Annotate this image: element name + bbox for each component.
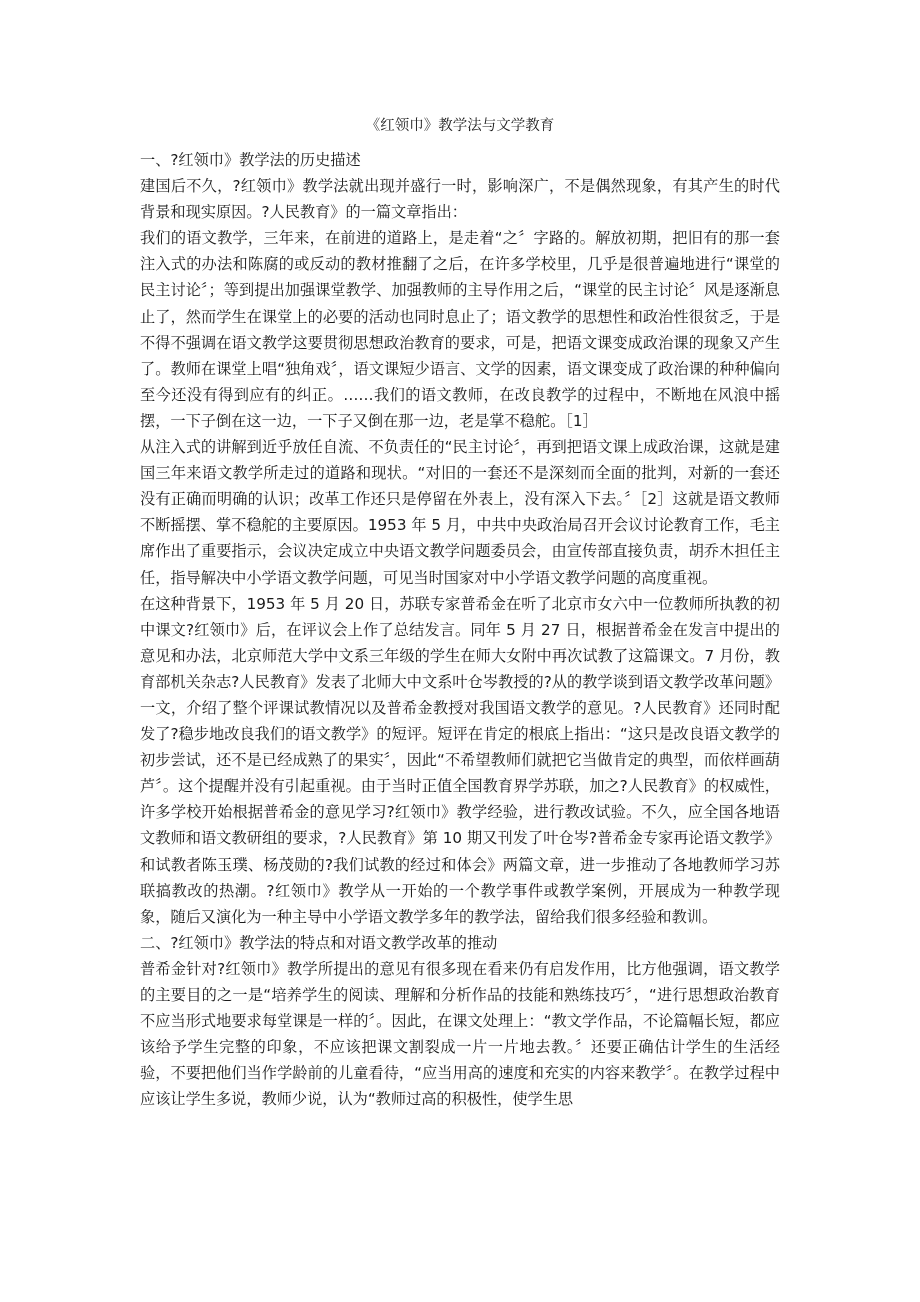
document-body [140, 147, 780, 1112]
paragraph-1: 建国后不久，?红领巾》教学法就出现并盛行一时，影响深广，不是偶然现象，有其产生的时代背景和现实原因。?人民教育》的一篇文章指出： [140, 177, 780, 222]
document-title: 《红领巾》教学法与文学教育 [365, 118, 555, 134]
section-heading-1: 一、?红领巾》教学法的历史描述 [140, 151, 361, 169]
paragraph-3: 从注入式的讲解到近乎放任自流、不负责任的“民主讨论〞，再到把语文课上成政治课，这就是建国三年来语文教学所走过的道路和现状。“对旧的一套还不是深刻而全面的批判，对新的一套还没有正确而明确的认识；改革工作还只是停留在外表上，没有深入下去。〞［2］这就是语文教师不断摇摆、掌不稳舵的主要原因。1953 年 5 月，中共中央政治局召开会议讨论教育工作，毛主席作出了重要指示，会议决定成立中央语文教学问题委员会，由宣传部直接负责，胡乔木担任主任，指导解决中小学语文教学问题，可见当时国家对中小学语文教学问题的高度重视。 [140, 438, 780, 587]
section-heading-2: 二、?红领巾》教学法的特点和对语文教学改革的推动 [140, 933, 498, 952]
paragraph-5: 普希金针对?红领巾》教学所提出的意见有很多现在看来仍有启发作用，比方他强调，语文教学的主要目的之一是“培养学生的阅读、理解和分析作品的技能和熟练技巧〞，“进行思想政治教育不应当形式地要求每堂课是一样的〞。因此，在课文处理上：“教文学作品，不论篇幅长短，都应该给予学生完整的印象，不应该把课文割裂成一片一片地去教。〞还要正确估计学生的生活经验，不要把他们当作学龄前的儿童看待，“应当用高的速度和充实的内容来教学〞。在教学过程中应该让学生多说，教师少说，认为“教师过高的积极性，使学生思 [140, 959, 780, 1109]
paragraph-4: 在这种背景下，1953 年 5 月 20 日，苏联专家普希金在听了北京市女六中一位教师所执教的初中课文?红领巾》后，在评议会上作了总结发言。同年 5 月 27 日，根据普希金在发言中提出的意见和办法，北京师范大学中文系三年级的学生在师大女附中再次试教了这篇课文。7 月份，教育部机关杂志?人民教育》发表了北师大中文系叶仓岑教授的?从的教学谈到语文教学改革问题》一文，介绍了整个评课试教情况以及普希金教授对我国语文教学的意见。?人民教育》还同时配发了?稳步地改良我们的语文教学》的短评。短评在肯定的根底上指出：“这只是改良语文教学的初步尝试，还不是已经成熟了的果实〞，因此“不希望教师们就把它当做肯定的典型，而依样画葫芦〞。这个提醒并没有引起重视。由于当时正值全国教育界学苏联，加之?人民教育》的权威性，许多学校开始根据普希金的意见学习?红领巾》教学经验，进行教改试验。不久，应全国各地语文教师和语文教研组的要求，?人民教育》第 10 期又刊发了叶仓岑?普希金专家再论语文教学》和试教者陈玉璞、杨茂勋的?我们试教的经过和体会》两篇文章，进一步推动了各地教师学习苏联搞教改的热潮。?红领巾》教学从一开始的一个教学事件或教学案例，开展成为一种教学现象，随后又演化为一种主导中小学语文教学多年的教学法，留给我们很多经验和教训。 [140, 594, 780, 926]
paragraph-2: 我们的语文教学，三年来，在前进的道路上，是走着“之〞字路的。解放初期，把旧有的那一套注入式的办法和陈腐的或反动的教材推翻了之后，在许多学校里，几乎是很普遍地进行“课堂的民主讨论〞；等到提出加强课堂教学、加强教师的主导作用之后，“课堂的民主讨论〞风是逐渐息止了，然而学生在课堂上的必要的活动也同时息止了；语文教学的思想性和政治性很贫乏，于是不得不强调在语文教学这要贯彻思想政治教育的要求，可是，把语文课变成政治课的现象又产生了。教师在课堂上唱“独角戏〞，语文课短少语言、文学的因素，语文课变成了政治课的种种偏向至今还没有得到应有的纠正。……我们的语文教师，在改良教学的过程中，不断地在风浪中摇摆，一下子倒在这一边，一下子又倒在那一边，老是掌不稳舵。［1］ [140, 229, 780, 430]
